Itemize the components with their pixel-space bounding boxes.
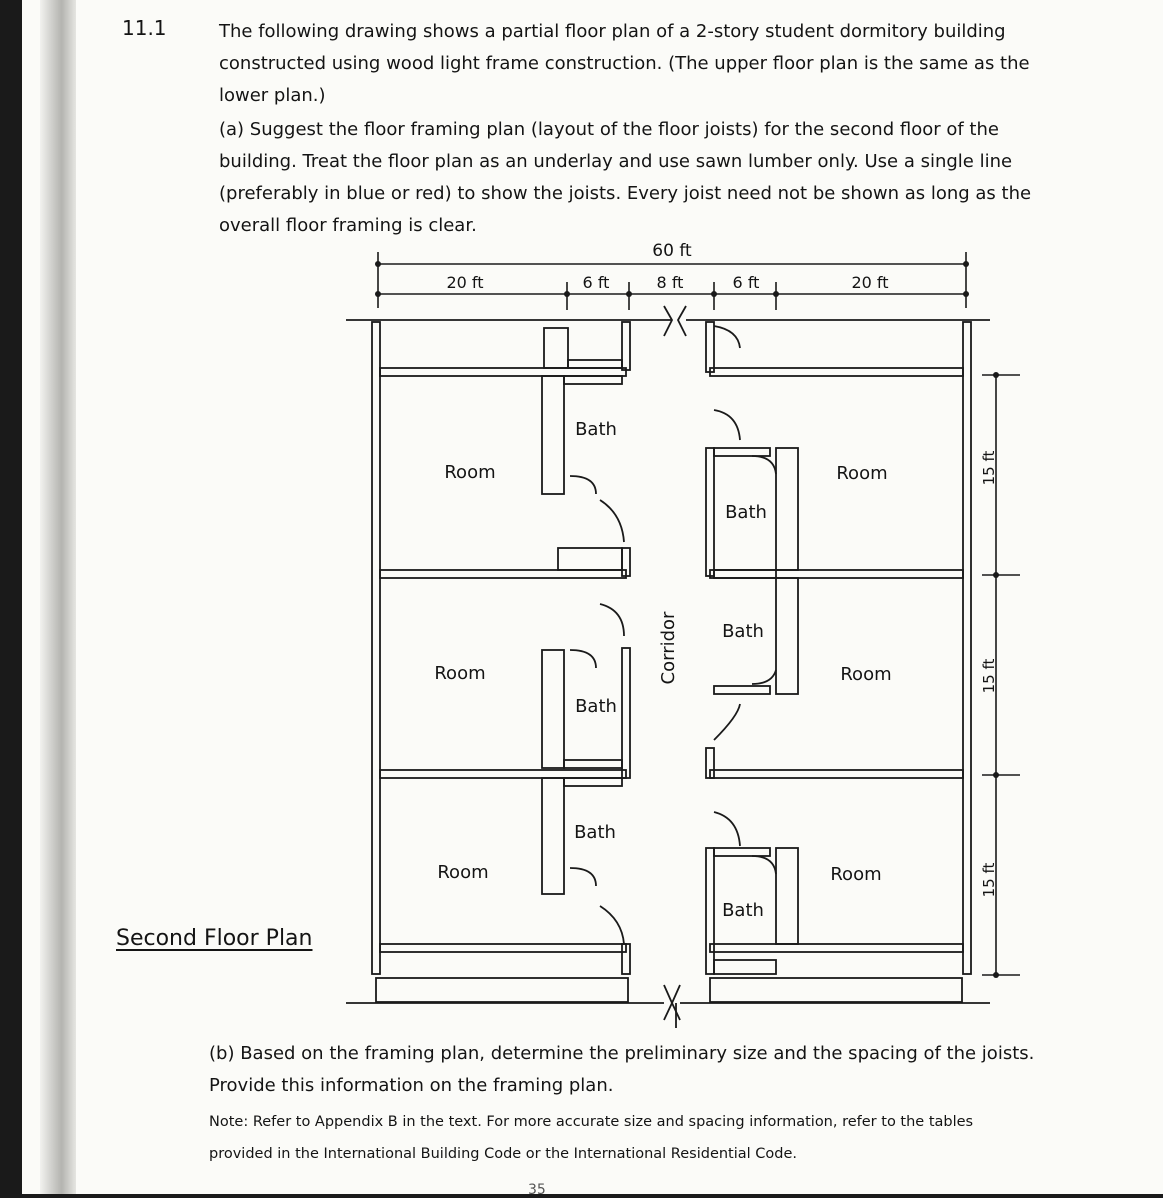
page-number: 35	[528, 1182, 546, 1198]
room-label: Room	[836, 463, 888, 484]
room-label: Room	[840, 664, 892, 685]
dim-left-room: 20 ft	[446, 273, 484, 292]
bath-label: Bath	[575, 419, 617, 440]
part-b-line: (b) Based on the framing plan, determine the preliminary size and the spacing of the joists.	[209, 1043, 1035, 1064]
bath-label: Bath	[722, 621, 764, 642]
dim-right-bath: 6 ft	[732, 273, 760, 292]
bath-label: Bath	[722, 900, 764, 921]
dim-corridor: 8 ft	[656, 273, 684, 292]
bath-label: Bath	[574, 822, 616, 843]
room-label: Room	[437, 862, 489, 883]
plan-title: Second Floor Plan	[116, 926, 313, 951]
intro-line: lower plan.)	[219, 85, 326, 106]
dim-overall: 60 ft	[652, 241, 692, 261]
bath-label: Bath	[725, 502, 767, 523]
part-a-line: overall floor framing is clear.	[219, 215, 477, 236]
part-b-line: Provide this information on the framing plan.	[209, 1075, 614, 1096]
dim-side-1: 15 ft	[980, 450, 998, 486]
intro-line: constructed using wood light frame construction. (The upper floor plan is the same as the	[219, 53, 1030, 74]
intro-line: The following drawing shows a partial floor plan of a 2-story student dormitory building	[219, 21, 1006, 42]
dim-side-3: 15 ft	[980, 862, 998, 898]
part-a-line: (preferably in blue or red) to show the joists. Every joist need not be shown as long as the	[219, 183, 1032, 204]
room-label: Room	[434, 663, 486, 684]
note-line: Note: Refer to Appendix B in the text. For more accurate size and spacing information, refer to the tables	[209, 1114, 974, 1130]
bath-label: Bath	[575, 696, 617, 717]
dim-left-bath: 6 ft	[582, 273, 610, 292]
part-a-line: (a) Suggest the floor framing plan (layout of the floor joists) for the second floor of the	[219, 119, 999, 140]
room-label: Room	[830, 864, 882, 885]
room-label: Room	[444, 462, 496, 483]
part-a-line: building. Treat the floor plan as an underlay and use sawn lumber only. Use a single line	[219, 151, 1013, 172]
dim-side-2: 15 ft	[980, 658, 998, 694]
corridor-label: Corridor	[658, 611, 679, 685]
dim-right-room: 20 ft	[851, 273, 889, 292]
problem-number: 11.1	[122, 16, 167, 40]
note-line: provided in the International Building Code or the International Residential Code.	[209, 1146, 798, 1162]
